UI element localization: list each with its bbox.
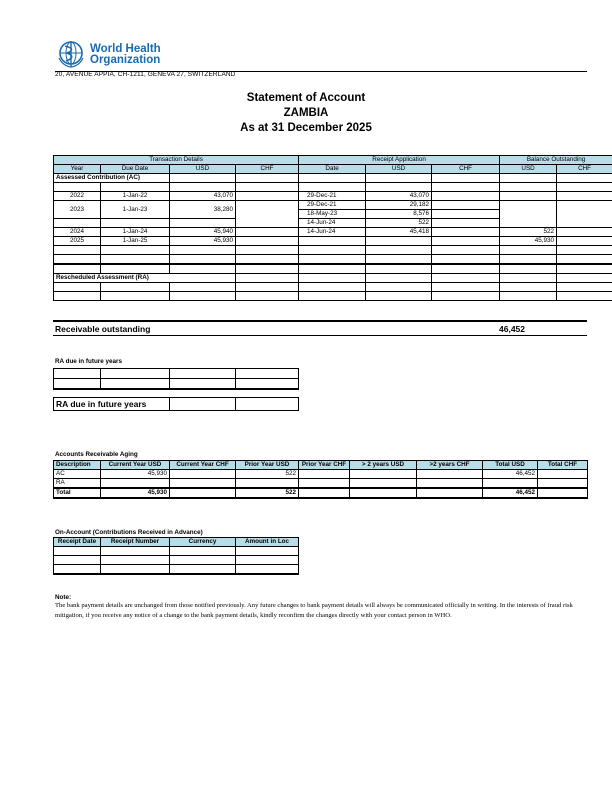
- assessed-contribution-label: Assessed Contribution (AC): [54, 174, 170, 183]
- aging-col-cy-usd: Current Year USD: [101, 461, 170, 470]
- table-row: 18-May-23 8,576: [54, 210, 612, 219]
- col-usd: USD: [170, 165, 236, 174]
- on-account-title: On-Account (Contributions Received in Advance): [55, 529, 203, 536]
- col-receipt-usd: USD: [366, 165, 432, 174]
- table-row: 2025 1-Jan-25 45,930 45,930: [54, 237, 612, 246]
- org-name-line1: World Health: [90, 43, 161, 55]
- receivable-outstanding-value: 46,452: [499, 324, 525, 334]
- statement-title: Statement of Account: [246, 92, 366, 104]
- col-receipt-chf: CHF: [432, 165, 500, 174]
- table-row: 14-Jun-24 522: [54, 219, 612, 228]
- aging-col-total-chf: Total CHF: [538, 461, 588, 470]
- col-receipt-date: Date: [299, 165, 366, 174]
- rescheduled-assessment-label: Rescheduled Assessment (RA): [54, 274, 236, 283]
- aging-title: Accounts Receivable Aging: [55, 451, 138, 458]
- country-name: ZAMBIA: [283, 107, 329, 119]
- table-row: AC 45,930 522 46,452: [54, 470, 588, 479]
- col-due-date: Due Date: [101, 165, 170, 174]
- aging-table: [53, 460, 588, 499]
- oa-col-receipt-number: Receipt Number: [101, 538, 170, 547]
- ra-future-small-label: RA due in future years: [55, 358, 122, 365]
- ra-future-big-label: RA due in future years: [54, 398, 170, 411]
- aging-col-total-usd: Total USD: [483, 461, 538, 470]
- table-row: Total 45,930 522 46,452: [54, 488, 588, 498]
- on-account-table: [53, 537, 299, 575]
- group-header-receipt: Receipt Application: [299, 156, 500, 165]
- table-row: 2022 1-Jan-22 43,070 29-Dec-21 43,070: [54, 192, 612, 201]
- col-balance-chf: CHF: [557, 165, 612, 174]
- col-balance-usd: USD: [500, 165, 557, 174]
- group-header-balance: Balance Outstanding: [500, 156, 612, 165]
- ra-future-total: [53, 397, 299, 411]
- oa-col-receipt-date: Receipt Date: [54, 538, 101, 547]
- table-row: RA: [54, 479, 588, 489]
- col-chf: CHF: [236, 165, 299, 174]
- oa-col-amount: Amount in Loc: [236, 538, 299, 547]
- aging-col-cy-chf: Current Year CHF: [170, 461, 236, 470]
- aging-col-py-usd: Prior Year USD: [236, 461, 299, 470]
- ra-future-table: [53, 368, 299, 390]
- group-header-transaction: Transaction Details: [54, 156, 299, 165]
- address: 20, AVENUE APPIA, CH-1211, GENEVA 27, SWITZERLAND: [55, 71, 236, 78]
- who-emblem-icon: [55, 40, 87, 68]
- aging-col-over2-usd: > 2 years USD: [350, 461, 417, 470]
- note-text: The bank payment details are unchanged from those notified previously. Any future changes to bank payment details will always be communicated officially in writing. In the interests of fraud risk mitigation, if you receive any notice of a change to the bank payment details, kindly reconfirm the changes directly with your contact person in WHO.: [55, 602, 573, 619]
- who-logo: [55, 40, 87, 68]
- aging-col-over2-chf: >2 years CHF: [417, 461, 483, 470]
- col-year: Year: [54, 165, 101, 174]
- oa-col-currency: Currency: [170, 538, 236, 547]
- org-name-line2: Organization: [90, 54, 161, 66]
- statement-table: [53, 155, 612, 301]
- note-label: Note:: [55, 594, 72, 601]
- table-row: 2024 1-Jan-24 45,940 14-Jun-24 45,418 522: [54, 228, 612, 237]
- receivable-outstanding-row: [53, 320, 587, 336]
- header-rule: [55, 71, 587, 72]
- aging-col-description: Description: [54, 461, 101, 470]
- as-at-date: As at 31 December 2025: [240, 122, 372, 134]
- aging-col-py-chf: Prior Year CHF: [299, 461, 350, 470]
- table-row: 2023 1-Jan-23 38,280 29-Dec-21 29,182: [54, 201, 612, 210]
- receivable-outstanding-label: Receivable outstanding: [55, 324, 151, 334]
